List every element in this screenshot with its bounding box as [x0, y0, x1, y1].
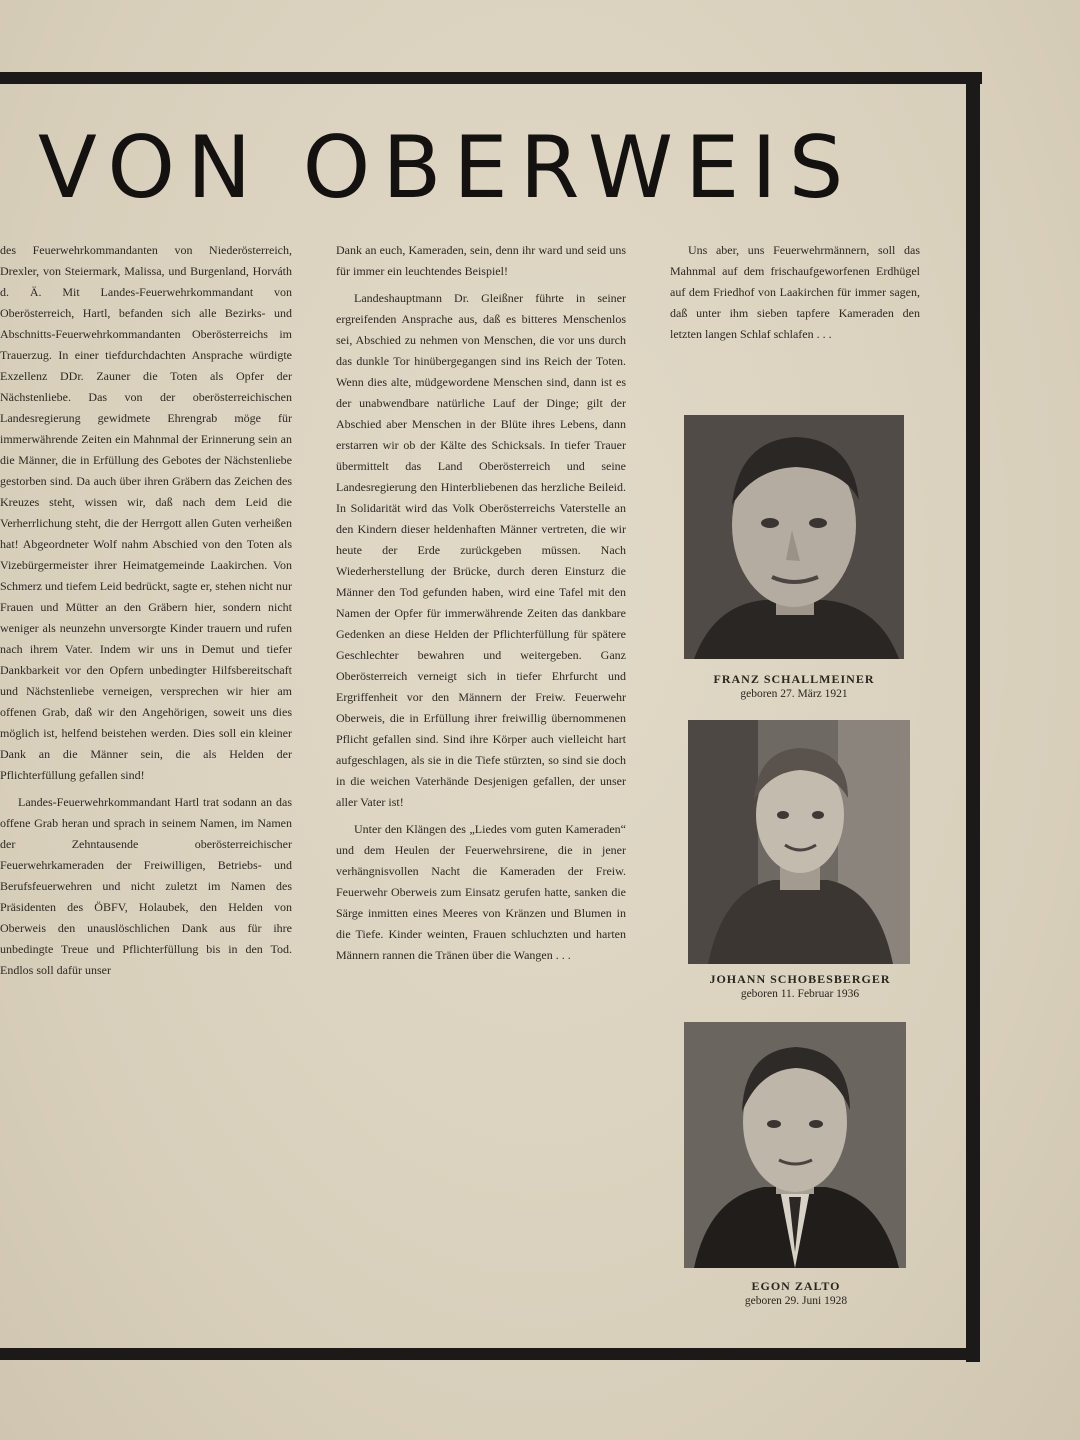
- text-column-2: [336, 240, 626, 972]
- paragraph: Dank an euch, Kameraden, sein, denn ihr ward und seid uns für immer ein leuchtendes Beispiel!: [336, 243, 626, 278]
- paragraph: Landes-Feuerwehrkommandant Hartl trat sodann an das offene Grab heran und sprach in seinem Namen, im Namen der Zehntausende oberösterreichischer Feuerwehrkameraden der Freiwilligen, Betriebs- und Berufsfeuerwehren und nicht zuletzt im Namen des Präsidenten des ÖBFV, Holaubek, den Helden von Oberweis den unauslöschlichen Dank aus für ihre unbedingte Treue und Pflichterfüllung bis in den Tod. Endlos soll dafür unser: [0, 795, 292, 977]
- portrait-name: JOHANN SCHOBESBERGER: [709, 972, 891, 986]
- paragraph: Landeshauptmann Dr. Gleißner führte in seiner ergreifenden Ansprache aus, daß es bitteres Menschenlos sei, Abschied zu nehmen von Menschen, die vor uns durch das dunkle Tor hinübergegangen sind ins Reich der Toten. Wenn dies alte, müdgewordene Menschen sind, dann ist es der unabwendbare natürliche Lauf der Dinge; gilt der Abschied aber Menschen in der Blüte ihres Lebens, dann erstarren wir ob der Kälte des Schicksals. In tiefer Trauer übermittelt das Land Oberösterreich und seine Landesregierung den Hinterbliebenen das herzliche Beileid. In Solidarität wird das Volk Oberösterreichs Vaterstelle an den Kindern dieser heldenhaften Männer vertreten, die wir heute der Erde zurückgeben müssen. Nach Wiederherstellung der Brücke, durch deren Einsturz die Männer den Tod gefunden haben, wird eine Tafel mit den Namen der Opfer für immerwährende Zeiten das dankbare Gedenken an diese Helden der Pflichterfüllung für spätere Geschlechter bewahren und weitergeben. Ganz Oberösterreich verneigt sich in tiefer Ehrfurcht und Ergriffenheit vor den Männern der Freiw. Feuerwehr Oberweis, die in Erfüllung ihrer freiwillig übernommenen Pflicht gefallen sind. Sind ihre Körper auch vielleicht hart aufgeschlagen, als sie in die Tiefe stürzten, so sind sie doch in die weichen Vaterhände Desjenigen gefallen, der unser aller Vater ist!: [336, 291, 626, 809]
- portrait-caption-schallmeiner: [674, 672, 914, 702]
- portrait-photo-schobesberger: [688, 720, 910, 964]
- text-column-3: [670, 240, 920, 351]
- portrait-photo-zalto: [684, 1022, 906, 1268]
- paragraph: Unter den Klängen des „Liedes vom guten Kameraden“ und dem Heulen der Feuerwehrsirene, die in jener verhängnisvollen Nacht die Kameraden der Freiw. Feuerwehr Oberweis zum Einsatz gerufen hatte, sanken die Särge inmitten eines Meeres von Kränzen und Blumen in die Tiefe. Kinder weinten, Frauen schluchzten und harten Männern rannen die Tränen über die Wangen . . .: [336, 822, 626, 962]
- portrait-name: EGON ZALTO: [751, 1279, 841, 1293]
- portrait-birthdate: geboren 29. Juni 1928: [744, 1295, 848, 1307]
- frame-top-rule: [0, 72, 982, 84]
- paragraph: des Feuerwehrkommandanten von Niederösterreich, Drexler, von Steiermark, Malissa, und Burgenland, Horváth d. Ä. Mit Landes-Feuerwehrkommandant von Oberösterreich, Hartl, befanden sich alle Bezirks- und Abschnitts-Feuerwehrkommandanten Oberösterreichs im Trauerzug. In einer tiefdurchdachten Ansprache würdigte Exzellenz DDr. Zauner die Toten als Opfer der Nächstenliebe. Das von der oberösterreichischen Landesregierung gewidmete Ehrengrab möge für immerwährende Zeiten ein Mahnmal der Erinnerung sein an die Männer, die in Erfüllung des Gebotes der Nächstenliebe gestorben sind. Da auch über ihren Gräbern das Zeichen des Kreuzes steht, wissen wir, daß nach dem Leid die Verherrlichung steht, die der Herrgott allen Guten verheißen hat! Abgeordneter Wolf nahm Abschied von den Toten als Vizebürgermeister ihrer Heimatgemeinde Laakirchen. Von Schmerz und tiefem Leid bedrückt, sagte er, stehen nicht nur Frauen und Mütter an den Gräbern hier, sondern nicht weniger als neunzehn unversorgte Kinder trauern und rufen nach ihrem Vater. Indem wir uns in Demut und tiefer Dankbarkeit vor den Opfern unbedingter Hilfsbereitschaft und Nächstenliebe verneigen, versprechen wir hier am offenen Grab, daß wir den Angehörigen, soweit uns dies möglich ist, helfend beistehen werden. Dies soll ein kleiner Dank an die Männer sein, die als Helden der Pflichterfüllung gefallen sind!: [0, 243, 292, 782]
- portrait-photo-schallmeiner: [684, 415, 904, 659]
- headline: VON OBERWEIS: [38, 118, 856, 218]
- text-column-1: [0, 240, 292, 987]
- portrait-caption-schobesberger: [680, 972, 920, 1002]
- frame-right-rule: [966, 72, 980, 1362]
- paragraph: Uns aber, uns Feuerwehrmännern, soll das Mahnmal auf dem frischaufgeworfenen Erdhügel auf dem Friedhof von Laakirchen für immer sagen, daß unter ihm sieben tapfere Kameraden den letzten langen Schlaf schlafen . . .: [670, 243, 920, 341]
- frame-bottom-rule: [0, 1348, 980, 1360]
- portrait-birthdate: geboren 11. Februar 1936: [740, 988, 860, 1000]
- portrait-birthdate: geboren 27. März 1921: [740, 688, 848, 700]
- portrait-name: FRANZ SCHALLMEINER: [713, 672, 875, 686]
- portrait-caption-zalto: [676, 1279, 916, 1309]
